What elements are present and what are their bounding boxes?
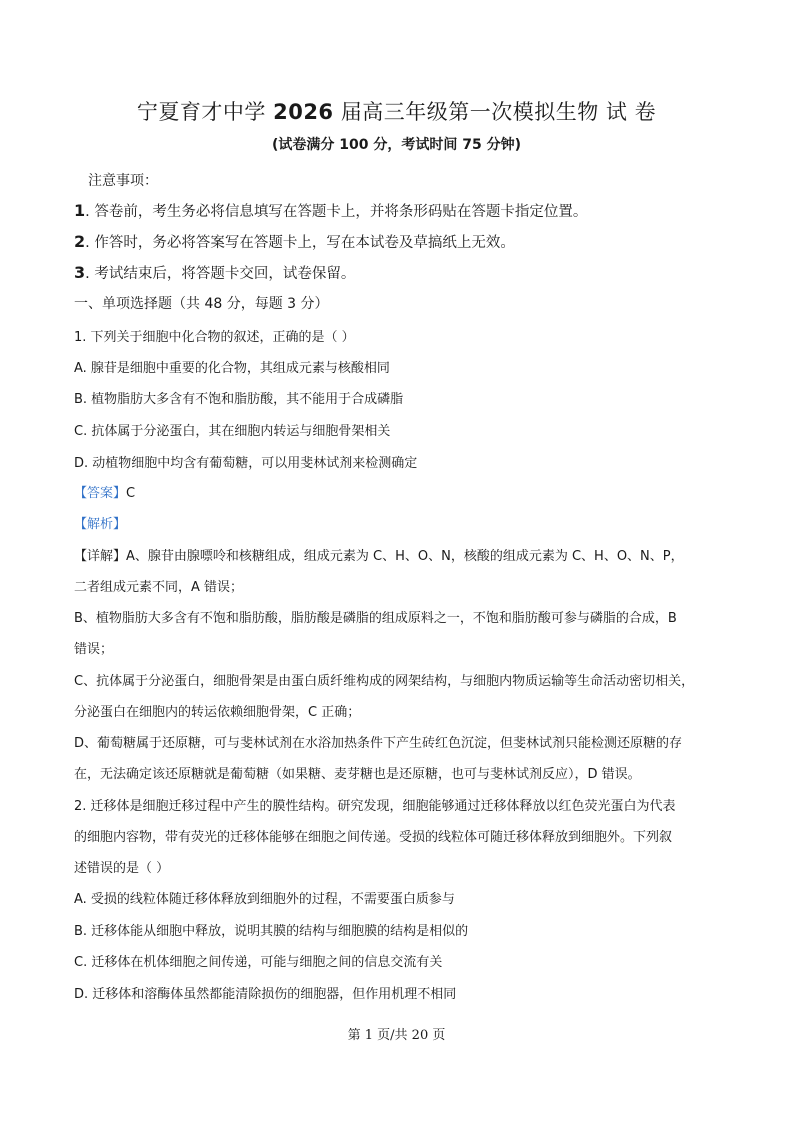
q1-detail-line: 在，无法确定该还原糖就是葡萄糖（如果糖、麦芽糖也是还原糖，也可与斐林试剂反应），D 错误。 xyxy=(74,767,641,782)
q2-option-b: B. 迁移体能从细胞中释放，说明其膜的结构与细胞膜的结构是相似的 xyxy=(74,924,469,939)
notice-item-text: . 作答时，务必将答案写在答题卡上，写在本试卷及草搞纸上无效。 xyxy=(85,235,515,251)
q2-option-d: D. 迁移体和溶酶体虽然都能清除损伤的细胞器，但作用机理不相同 xyxy=(74,987,457,1002)
notice-item-text: . 答卷前，考生务必将信息填写在答题卡上，并将条形码贴在答题卡指定位置。 xyxy=(85,204,588,220)
q1-detail-line: 二者组成元素不同，A 错误； xyxy=(74,580,244,595)
title-rest: 届高三年级第一次模拟生物 试 卷 xyxy=(340,100,657,124)
q2-stem-line: 2. 迁移体是细胞迁移过程中产生的膜性结构。研究发现，细胞能够通过迁移体释放以红色荧光蛋白为代表 xyxy=(74,799,676,814)
section-heading: 一、单项选择题（共 48 分，每题 3 分） xyxy=(74,296,329,312)
page-title xyxy=(0,96,793,126)
notice-item-text: . 考试结束后，将答题卡交回，试卷保留。 xyxy=(85,266,356,282)
notice-item-number: 3 xyxy=(74,263,86,282)
page-footer: 第 1 页/共 20 页 xyxy=(347,1028,446,1043)
title-school: 宁夏育才中学 xyxy=(136,100,266,124)
notice-item-number: 1 xyxy=(74,201,86,220)
q1-option-c: C. 抗体属于分泌蛋白，其在细胞内转运与细胞骨架相关 xyxy=(74,424,391,439)
q2-stem-line: 的细胞内容物，带有荧光的迁移体能够在细胞之间传递。受损的线粒体可随迁移体释放到细胞外。下列叙 xyxy=(74,830,673,845)
q2-stem-line: 述错误的是（ ） xyxy=(74,861,170,876)
q2-option-a: A. 受损的线粒体随迁移体释放到细胞外的过程，不需要蛋白质参与 xyxy=(74,892,455,907)
q2-option-c: C. 迁移体在机体细胞之间传递，可能与细胞之间的信息交流有关 xyxy=(74,955,443,970)
q1-option-a: A. 腺苷是细胞中重要的化合物，其组成元素与核酸相同 xyxy=(74,361,390,376)
answer-label: 【答案】 xyxy=(74,486,127,501)
q1-detail-line: 【详解】A、腺苷由腺嘌呤和核糖组成，组成元素为 C、H、O、N，核酸的组成元素为 C、H、O、N、P， xyxy=(74,549,684,564)
q1-stem: 1. 下列关于细胞中化合物的叙述，正确的是（ ） xyxy=(74,330,355,345)
notice-item-2 xyxy=(74,231,515,252)
title-year: 2026 xyxy=(273,100,334,124)
notice-item-1 xyxy=(74,200,587,221)
q1-answer xyxy=(74,482,135,501)
q1-detail-line: C、抗体属于分泌蛋白，细胞骨架是由蛋白质纤维构成的网架结构，与细胞内物质运输等生命活动密切相关， xyxy=(74,674,695,689)
q1-option-d: D. 动植物细胞中均含有葡萄糖，可以用斐林试剂来检测确定 xyxy=(74,456,418,471)
q1-analysis-label: 【解析】 xyxy=(74,517,127,532)
notice-heading: 注意事项： xyxy=(88,173,158,189)
notice-item-number: 2 xyxy=(74,232,86,251)
answer-value: C xyxy=(126,486,136,501)
q1-detail-line: 分泌蛋白在细胞内的转运依赖细胞骨架，C 正确； xyxy=(74,705,361,720)
q1-detail-line: D、葡萄糖属于还原糖，可与斐林试剂在水浴加热条件下产生砖红色沉淀，但斐林试剂只能检测还原糖的存 xyxy=(74,736,683,751)
notice-item-3 xyxy=(74,262,355,283)
q1-detail-line: B、植物脂肪大多含有不饱和脂肪酸，脂肪酸是磷脂的组成原料之一，不饱和脂肪酸可参与磷脂的合成，B xyxy=(74,611,677,626)
exam-subtitle: (试卷满分 100 分，考试时间 75 分钟) xyxy=(272,137,521,153)
q1-option-b: B. 植物脂肪大多含有不饱和脂肪酸，其不能用于合成磷脂 xyxy=(74,392,404,407)
q1-detail-line: 错误； xyxy=(74,642,114,657)
